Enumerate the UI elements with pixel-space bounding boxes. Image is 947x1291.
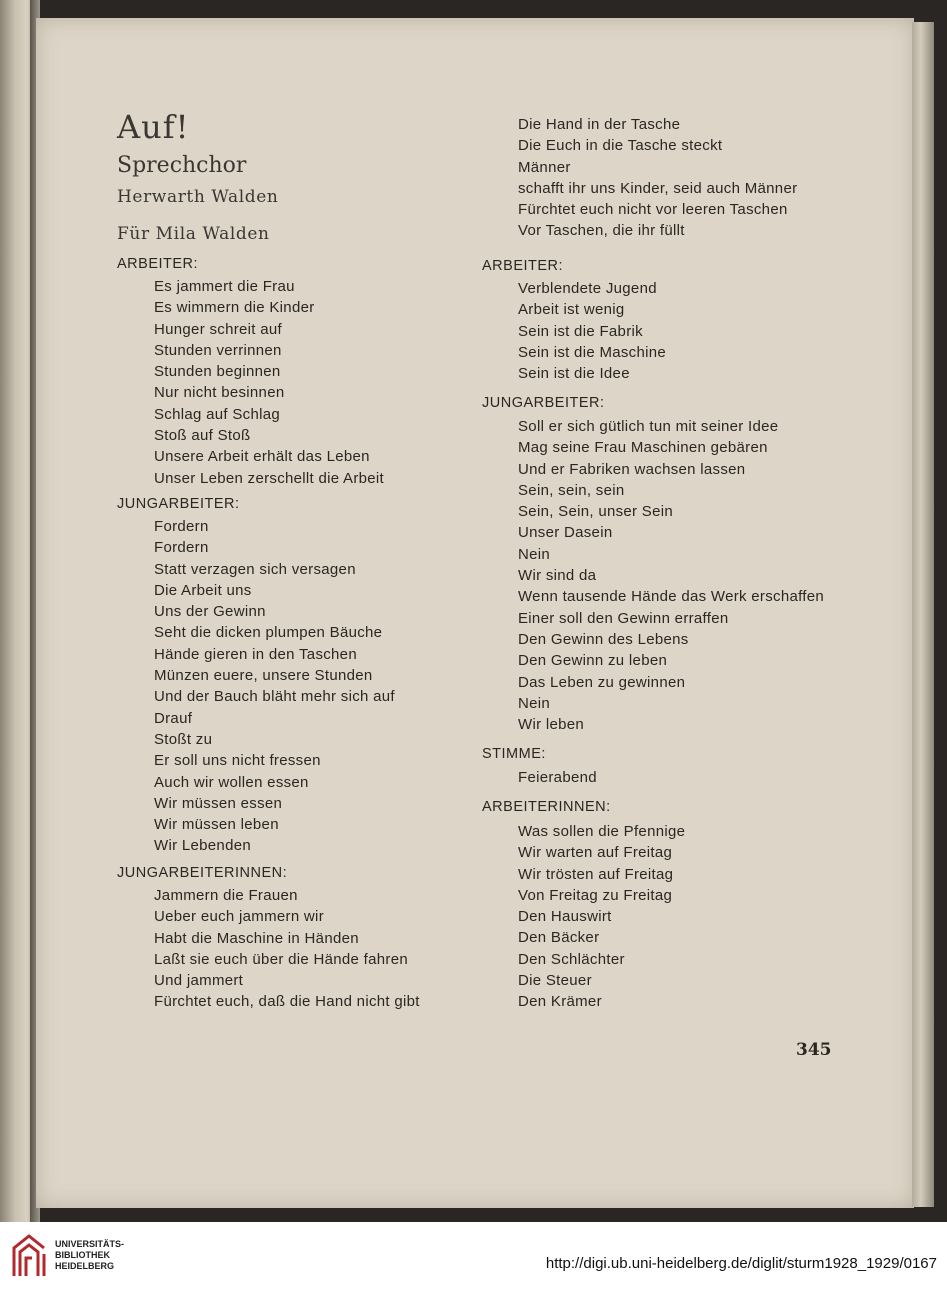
verse-line: Fürchtet euch, daß die Hand nicht gibt — [154, 993, 420, 1011]
verse-line: Hände gieren in den Taschen — [154, 645, 357, 663]
verse-line: Nein — [518, 545, 551, 563]
verse-line: Fürchtet euch nicht vor leeren Taschen — [518, 201, 788, 219]
speaker-label: ARBEITER: — [482, 258, 564, 274]
verse-line: Stoß auf Stoß — [154, 427, 251, 445]
verse-line: Es jammert die Frau — [154, 278, 295, 295]
verse-block — [518, 767, 597, 788]
library-footer — [0, 1222, 947, 1291]
logo-line: HEIDELBERG — [55, 1261, 115, 1271]
verse-line: Den Bäcker — [518, 929, 600, 947]
verse-line: Die Hand in der Tasche — [518, 116, 681, 133]
verse-line: Soll er sich gütlich tun mit seiner Idee — [518, 418, 779, 435]
poem-subtitle: Sprechchor — [117, 153, 247, 178]
verse-line: Schlag auf Schlag — [154, 405, 281, 423]
speaker-label: STIMME: — [482, 746, 546, 762]
verse-line: Habt die Maschine in Händen — [154, 929, 359, 947]
verse-line: Jammern die Frauen — [154, 887, 298, 904]
verse-line: Den Krämer — [518, 993, 602, 1011]
verse-line: Nein — [518, 694, 551, 712]
verse-line: Wir Lebenden — [154, 837, 251, 855]
right-page-edge — [912, 22, 934, 1207]
verse-line: Stunden verrinnen — [154, 341, 282, 359]
verse-line: Unsere Arbeit erhält das Leben — [154, 448, 370, 466]
page-number: 345 — [796, 1040, 832, 1060]
verse-line: Den Hauswirt — [518, 908, 612, 926]
source-url-link[interactable]: http://digi.ub.uni-heidelberg.de/diglit/sturm1928_1929/0167 — [545, 1255, 937, 1272]
verse-line: Wir sind da — [518, 567, 597, 585]
verse-line: Und jammert — [154, 972, 244, 990]
verse-line: Die Steuer — [518, 972, 592, 990]
verse-line: Den Schlächter — [518, 950, 625, 968]
verse-line: Sein, Sein, unser Sein — [518, 503, 674, 521]
verse-line: Münzen euere, unsere Stunden — [154, 667, 373, 685]
verse-line: Die Arbeit uns — [154, 581, 252, 599]
logo-line: UNIVERSITÄTS- — [55, 1239, 125, 1249]
speaker-label: JUNGARBEITERINNEN: — [117, 865, 288, 881]
poem-author: Herwarth Walden — [117, 187, 279, 207]
verse-line: Seht die dicken plumpen Bäuche — [154, 624, 383, 642]
verse-line: Sein ist die Fabrik — [518, 322, 643, 340]
verse-line: Fordern — [154, 518, 209, 535]
verse-line: schafft ihr uns Kinder, seid auch Männer — [518, 179, 798, 197]
verse-line: Und er Fabriken wachsen lassen — [518, 460, 746, 478]
verse-line: Arbeit ist wenig — [518, 301, 625, 319]
verse-line: Den Gewinn zu leben — [518, 652, 668, 670]
verse-line: Uns der Gewinn — [154, 603, 266, 621]
verse-line: Er soll uns nicht fressen — [154, 752, 321, 770]
verse-line: Den Gewinn des Lebens — [518, 630, 689, 648]
speaker-label: ARBEITER: — [117, 256, 199, 272]
verse-line: Männer — [518, 158, 571, 176]
left-page-edge — [0, 0, 34, 1222]
verse-line: Was sollen die Pfennige — [518, 823, 686, 840]
verse-line: Es wimmern die Kinder — [154, 299, 315, 317]
verse-line: Unser Dasein — [518, 524, 613, 542]
verse-line: Sein, sein, sein — [518, 481, 625, 499]
poem-dedication: Für Mila Walden — [117, 224, 270, 244]
verse-line: Mag seine Frau Maschinen gebären — [518, 439, 768, 457]
verse-line: Sein ist die Idee — [518, 365, 630, 383]
verse-line: Nur nicht besinnen — [154, 384, 285, 402]
verse-block — [518, 416, 824, 735]
verse-block — [518, 114, 797, 242]
verse-line: Vor Taschen, die ihr füllt — [518, 222, 685, 240]
verse-line: Drauf — [154, 709, 193, 727]
library-logo-icon — [10, 1232, 48, 1280]
poem-title: Auf! — [117, 108, 190, 146]
verse-line: Einer soll den Gewinn erraffen — [518, 609, 729, 627]
speaker-label: ARBEITERINNEN: — [482, 799, 611, 815]
verse-line: Stunden beginnen — [154, 363, 281, 381]
library-logo-text — [55, 1239, 124, 1272]
verse-line: Wir leben — [518, 716, 585, 734]
verse-block — [518, 821, 685, 1013]
verse-line: Verblendete Jugend — [518, 280, 657, 297]
verse-line: Und der Bauch bläht mehr sich auf — [154, 688, 395, 706]
verse-line: Wenn tausende Hände das Werk erschaffen — [518, 588, 825, 606]
verse-line: Das Leben zu gewinnen — [518, 673, 686, 691]
verse-line: Von Freitag zu Freitag — [518, 886, 673, 904]
verse-line: Wir trösten auf Freitag — [518, 865, 674, 883]
speaker-label: JUNGARBEITER: — [482, 395, 605, 411]
verse-line: Hunger schreit auf — [154, 320, 282, 338]
speaker-label: JUNGARBEITER: — [117, 496, 240, 512]
verse-line: Statt verzagen sich versagen — [154, 560, 356, 578]
verse-line: Wir müssen essen — [154, 794, 283, 812]
verse-line: Auch wir wollen essen — [154, 773, 309, 791]
verse-line: Fordern — [154, 539, 209, 557]
verse-line: Wir müssen leben — [154, 816, 279, 834]
verse-line: Wir warten auf Freitag — [518, 844, 673, 862]
verse-block — [518, 278, 666, 384]
verse-line: Feierabend — [518, 769, 597, 786]
verse-block — [154, 516, 395, 857]
logo-line: BIBLIOTHEK — [55, 1250, 110, 1260]
verse-block — [154, 885, 420, 1013]
verse-line: Unser Leben zerschellt die Arbeit — [154, 469, 385, 487]
verse-line: Sein ist die Maschine — [518, 343, 667, 361]
verse-line: Ueber euch jammern wir — [154, 908, 324, 926]
verse-line: Die Euch in die Tasche steckt — [518, 137, 723, 155]
verse-line: Laßt sie euch über die Hände fahren — [154, 950, 408, 968]
verse-line: Stoßt zu — [154, 730, 213, 748]
verse-block — [154, 276, 384, 489]
